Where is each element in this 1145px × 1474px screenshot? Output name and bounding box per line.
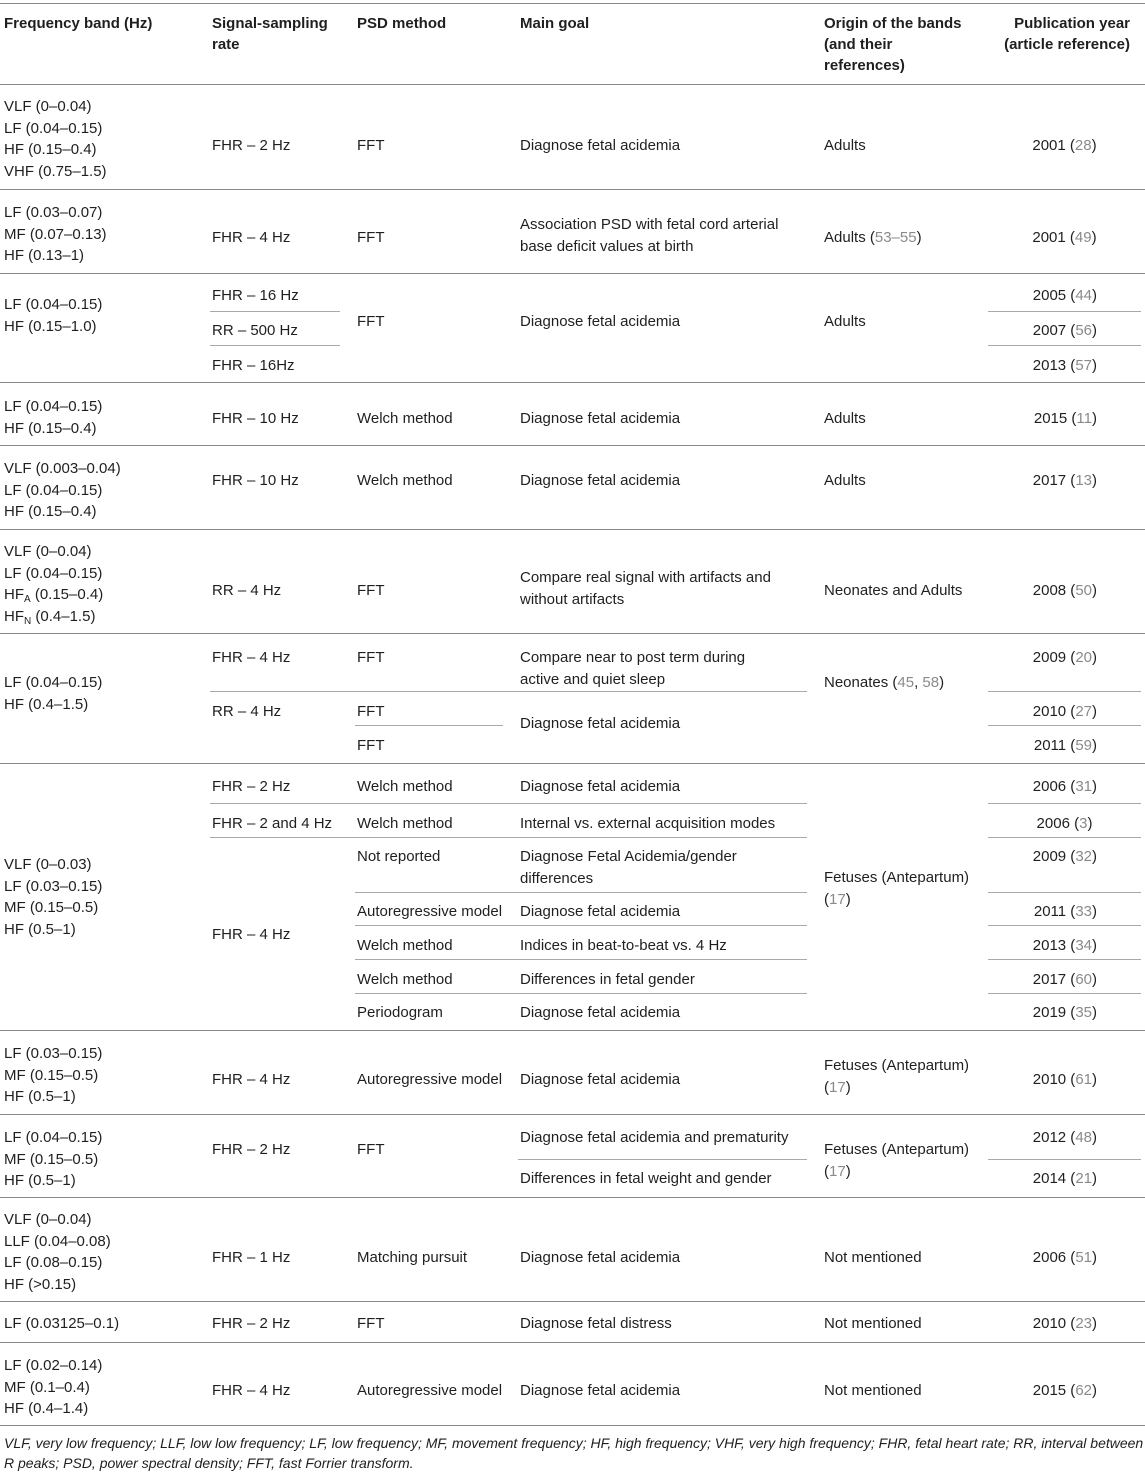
band-item: VLF (0–0.04) (4, 543, 92, 560)
row-3-origin: Adults (824, 313, 866, 330)
row-8-method-7: Periodogram (357, 1004, 443, 1021)
band-item: LF (0.03125–0.1) (4, 1315, 120, 1332)
row-9-origin (824, 1055, 969, 1098)
header-origin-line-1: Origin of the bands (824, 15, 962, 32)
band-item: VLF (0–0.04) (4, 98, 92, 115)
row-8-method-3: Not reported (357, 848, 441, 865)
row-11-method: Matching pursuit (357, 1249, 468, 1266)
band-item: HF (0.5–1) (4, 1172, 76, 1189)
row-8-divider (355, 993, 807, 994)
band-item: HF (0.15–0.4) (4, 141, 97, 158)
row-8-year-divider (988, 925, 1141, 926)
row-7-bottom-rule (0, 763, 1145, 764)
table-top-rule (0, 3, 1145, 4)
row-8-year-5: 2013 (34) (1032, 937, 1097, 954)
band-item: HF (0.15–0.4) (4, 419, 97, 437)
band-item: HF (0.15–1.0) (4, 317, 97, 335)
row-8-bottom-rule (0, 1030, 1145, 1031)
header-origin-line-2: (and their (824, 36, 893, 53)
band-item: MF (0.15–0.5) (4, 899, 99, 916)
row-4-bottom-rule (0, 445, 1145, 446)
row-8-goal-2: Internal vs. external acquisition modes (520, 815, 776, 832)
row-7-year-divider (988, 725, 1141, 726)
row-1-goal: Diagnose fetal acidemia (520, 137, 681, 154)
header-psd-method: PSD method (357, 15, 447, 32)
row-8-year-4: 2011 (33) (1033, 903, 1097, 920)
row-10-year-divider (988, 1159, 1141, 1160)
band-item: HF (0.15–0.4) (4, 503, 97, 520)
row-8-goal-7: Diagnose fetal acidemia (520, 1004, 681, 1021)
band-item: LF (0.04–0.15) (4, 296, 103, 313)
row-3-rate-2: RR – 500 Hz (212, 322, 298, 339)
header-sampling-rate-line-1: Signal-sampling (212, 15, 328, 32)
band-item: MF (0.15–0.5) (4, 1150, 99, 1168)
row-11-goal: Diagnose fetal acidemia (520, 1249, 681, 1266)
row-12-method: FFT (357, 1315, 385, 1332)
row-8-divider (355, 892, 807, 893)
row-3-rate-1: FHR – 16 Hz (212, 287, 299, 304)
band-item: VHF (0.75–1.5) (4, 162, 107, 180)
row-4-rate: FHR – 10 Hz (212, 410, 299, 427)
row-8-year-divider (988, 892, 1141, 893)
origin-ref: (17) (824, 890, 851, 908)
row-8-method-2: Welch method (357, 815, 453, 832)
row-13-bands (4, 1355, 102, 1420)
row-4-year: 2015 (11) (1033, 410, 1097, 427)
row-3-year-divider (988, 311, 1141, 312)
row-8-year-1: 2006 (31) (1032, 778, 1097, 795)
row-7-rate-2: RR – 4 Hz (212, 703, 282, 720)
row-3-method: FFT (357, 313, 385, 330)
row-2-method: FFT (357, 229, 385, 246)
row-8-year-2: 2006 (3) (1036, 815, 1093, 832)
row-8-goal-5: Indices in beat-to-beat vs. 4 Hz (520, 937, 727, 954)
header-year-line-1: Publication year (1014, 15, 1130, 32)
row-8-goal-4: Diagnose fetal acidemia (520, 903, 681, 920)
band-item: LF (0.04–0.15) (4, 674, 103, 691)
band-item: LF (0.04–0.15) (4, 481, 103, 499)
row-11-rate: FHR – 1 Hz (212, 1249, 291, 1266)
band-item: VLF (0.003–0.04) (4, 460, 121, 477)
row-8-bands (4, 854, 102, 940)
row-8-rate-3: FHR – 4 Hz (212, 926, 291, 943)
row-13-goal: Diagnose fetal acidemia (520, 1382, 681, 1399)
row-6-bands (4, 541, 103, 627)
band-item: $HF_N$ (0.4–1.5) (4, 607, 96, 627)
row-8-year-6: 2017 (60) (1032, 971, 1097, 988)
row-7-rate-1: FHR – 4 Hz (212, 649, 291, 666)
row-6-goal (520, 567, 771, 610)
row-2-bands (4, 202, 107, 267)
band-item: LF (0.04–0.15) (4, 119, 103, 137)
row-13-origin: Not mentioned (824, 1382, 922, 1399)
row-6-origin: Neonates and Adults (824, 582, 963, 599)
goal-line: differences (520, 869, 594, 887)
row-5-bottom-rule (0, 529, 1145, 530)
row-7-goal-2: Diagnose fetal acidemia (520, 715, 681, 732)
row-8-rate-1: FHR – 2 Hz (212, 778, 291, 795)
row-8-year-3: 2009 (32) (1032, 848, 1097, 865)
row-7-method-divider (355, 725, 503, 726)
band-item: HF (0.4–1.5) (4, 695, 89, 713)
header-bottom-rule (0, 84, 1145, 85)
row-8-method-1: Welch method (357, 778, 453, 795)
row-12-rate: FHR – 2 Hz (212, 1315, 291, 1332)
header-sampling-rate-line-2: rate (212, 36, 240, 53)
row-8-year-divider (988, 959, 1141, 960)
row-5-rate: FHR – 10 Hz (212, 472, 299, 489)
goal-line: Compare near to post term during (520, 649, 746, 666)
row-12-bottom-rule (0, 1342, 1145, 1343)
row-2-rate: FHR – 4 Hz (212, 229, 291, 246)
origin-ref: (17) (824, 1078, 851, 1096)
row-10-year-2: 2014 (21) (1032, 1170, 1097, 1187)
row-5-year: 2017 (13) (1032, 472, 1097, 489)
band-item: MF (0.1–0.4) (4, 1378, 90, 1396)
row-8-divider (355, 925, 807, 926)
row-7-method-2: FFT (357, 703, 385, 720)
band-item: HF (0.13–1) (4, 247, 85, 264)
row-3-year-divider (988, 345, 1141, 346)
row-5-origin: Adults (824, 472, 866, 489)
row-9-method: Autoregressive model (357, 1071, 503, 1088)
header-publication-year (980, 13, 1130, 55)
row-11-bands (4, 1209, 111, 1295)
row-10-method: FFT (357, 1141, 385, 1158)
row-4-goal: Diagnose fetal acidemia (520, 410, 681, 427)
row-6-method: FFT (357, 582, 385, 599)
row-8-divider (210, 837, 807, 838)
row-10-origin (824, 1139, 969, 1182)
row-7-year-divider (988, 691, 1141, 692)
row-9-rate: FHR – 4 Hz (212, 1071, 291, 1088)
band-item: LF (0.04–0.15) (4, 564, 103, 582)
band-item: LF (0.08–0.15) (4, 1254, 103, 1271)
row-8-divider (355, 959, 807, 960)
origin-line: Fetuses (Antepartum) (824, 1057, 970, 1074)
footnote-line: R peaks; PSD, power spectral density; FFT, fast Forrier transform. (4, 1455, 414, 1471)
row-8-method-4: Autoregressive model (357, 903, 503, 920)
goal-line: without artifacts (520, 590, 625, 608)
band-item: HF (0.5–1) (4, 920, 76, 938)
row-7-year-2: 2010 (27) (1032, 703, 1097, 720)
row-9-year: 2010 (61) (1032, 1071, 1097, 1088)
band-item: VLF (0–0.04) (4, 1211, 92, 1228)
row-5-bands (4, 458, 121, 523)
row-12-goal: Diagnose fetal distress (520, 1315, 672, 1332)
band-item: HF (0.4–1.4) (4, 1400, 89, 1417)
goal-line: Compare real signal with artifacts and (520, 569, 771, 586)
row-2-bottom-rule (0, 273, 1145, 274)
row-9-bottom-rule (0, 1114, 1145, 1115)
row-8-origin (824, 867, 969, 910)
row-10-goal-2: Differences in fetal weight and gender (520, 1170, 772, 1187)
origin-ref: (17) (824, 1162, 851, 1180)
row-4-origin: Adults (824, 410, 866, 427)
row-10-bands (4, 1127, 102, 1192)
row-6-bottom-rule (0, 633, 1145, 634)
table-footnote (4, 1433, 1142, 1473)
band-item: HF (0.5–1) (4, 1088, 76, 1105)
row-13-year: 2015 (62) (1032, 1382, 1097, 1399)
band-item: HF (>0.15) (4, 1275, 77, 1293)
row-10-goal-1: Diagnose fetal acidemia and prematurity (520, 1129, 789, 1146)
row-7-year-1: 2009 (20) (1032, 649, 1097, 666)
origin-line: Fetuses (Antepartum) (824, 869, 970, 886)
row-3-year-1: 2005 (44) (1032, 287, 1097, 304)
band-item: LF (0.03–0.07) (4, 204, 103, 221)
row-8-year-divider (988, 837, 1141, 838)
row-11-origin: Not mentioned (824, 1249, 922, 1266)
header-main-goal: Main goal (520, 15, 590, 32)
row-3-rate-divider (210, 345, 340, 346)
row-7-method-3: FFT (357, 737, 385, 754)
row-3-bottom-rule (0, 382, 1145, 383)
row-7-year-3: 2011 (59) (1033, 737, 1097, 754)
row-2-year: 2001 (49) (1032, 229, 1097, 246)
row-2-goal (520, 214, 778, 257)
row-10-year-1: 2012 (48) (1032, 1129, 1097, 1146)
header-sampling-rate (212, 13, 328, 55)
row-10-goal-divider (518, 1159, 807, 1160)
row-4-bands (4, 396, 102, 439)
row-13-rate: FHR – 4 Hz (212, 1382, 291, 1399)
row-3-bands (4, 294, 102, 337)
row-12-year: 2010 (23) (1032, 1315, 1097, 1332)
goal-line: Association PSD with fetal cord arterial (520, 216, 779, 233)
row-8-method-5: Welch method (357, 937, 453, 954)
band-item: LF (0.04–0.15) (4, 398, 103, 415)
row-3-year-3: 2013 (57) (1032, 357, 1097, 374)
row-3-rate-3: FHR – 16Hz (212, 357, 295, 374)
row-6-rate: RR – 4 Hz (212, 582, 282, 599)
row-8-rate-2: FHR – 2 and 4 Hz (212, 815, 333, 832)
band-item: LF (0.03–0.15) (4, 877, 103, 895)
row-8-method-6: Welch method (357, 971, 453, 988)
band-item: MF (0.07–0.13) (4, 225, 107, 243)
row-5-goal: Diagnose fetal acidemia (520, 472, 681, 489)
header-year-line-2: (article reference) (1004, 36, 1130, 53)
header-origin-line-3: references) (824, 57, 905, 74)
row-7-divider (210, 691, 807, 692)
band-item: MF (0.15–0.5) (4, 1066, 99, 1084)
goal-line: base deficit values at birth (520, 237, 694, 255)
row-8-year-7: 2019 (35) (1032, 1004, 1097, 1021)
header-frequency-band: Frequency band (Hz) (4, 15, 153, 32)
row-12-origin: Not mentioned (824, 1315, 922, 1332)
row-12-bands (4, 1313, 119, 1335)
row-7-origin: Neonates (45, 58) (824, 674, 945, 691)
band-item: VLF (0–0.03) (4, 856, 92, 873)
row-8-goal-1: Diagnose fetal acidemia (520, 778, 681, 795)
row-8-divider (210, 803, 807, 804)
row-9-goal: Diagnose fetal acidemia (520, 1071, 681, 1088)
band-item: LF (0.03–0.15) (4, 1045, 103, 1062)
band-item: LLF (0.04–0.08) (4, 1232, 111, 1250)
row-8-goal-3 (520, 846, 737, 889)
row-11-bottom-rule (0, 1301, 1145, 1302)
footnote-line: VLF, very low frequency; LLF, low low frequency; LF, low frequency; MF, movement frequency; HF, high frequency; VHF, very high frequency; FHR, fetal heart rate; RR, interval between (4, 1435, 1144, 1451)
row-10-bottom-rule (0, 1197, 1145, 1198)
goal-line: Diagnose Fetal Acidemia/gender (520, 848, 737, 865)
band-item: $HF_A$ (0.15–0.4) (4, 586, 104, 605)
row-8-year-divider (988, 993, 1141, 994)
row-10-rate: FHR – 2 Hz (212, 1141, 291, 1158)
row-13-method: Autoregressive model (357, 1382, 503, 1399)
row-3-year-2: 2007 (56) (1032, 322, 1097, 339)
row-2-origin: Adults (53–55) (824, 229, 922, 246)
goal-line: active and quiet sleep (520, 670, 666, 688)
row-3-rate-divider (210, 311, 340, 312)
row-1-rate: FHR – 2 Hz (212, 137, 291, 154)
table-bottom-rule (0, 1425, 1145, 1426)
row-3-goal: Diagnose fetal acidemia (520, 313, 681, 330)
row-7-method-1: FFT (357, 649, 385, 666)
row-4-method: Welch method (357, 410, 453, 427)
row-5-method: Welch method (357, 472, 453, 489)
origin-line: Fetuses (Antepartum) (824, 1141, 970, 1158)
row-8-goal-6: Differences in fetal gender (520, 971, 695, 988)
row-1-method: FFT (357, 137, 385, 154)
header-origin (824, 13, 962, 76)
band-item: LF (0.02–0.14) (4, 1357, 103, 1374)
row-9-bands (4, 1043, 102, 1108)
row-1-year: 2001 (28) (1032, 137, 1097, 154)
band-item: LF (0.04–0.15) (4, 1129, 103, 1146)
row-8-year-divider (988, 803, 1141, 804)
row-11-year: 2006 (51) (1032, 1249, 1097, 1266)
row-1-bands (4, 96, 107, 182)
row-1-origin: Adults (824, 137, 866, 154)
row-6-year: 2008 (50) (1032, 582, 1097, 599)
row-7-bands (4, 672, 102, 715)
row-7-goal-1 (520, 647, 745, 690)
row-1-bottom-rule (0, 189, 1145, 190)
